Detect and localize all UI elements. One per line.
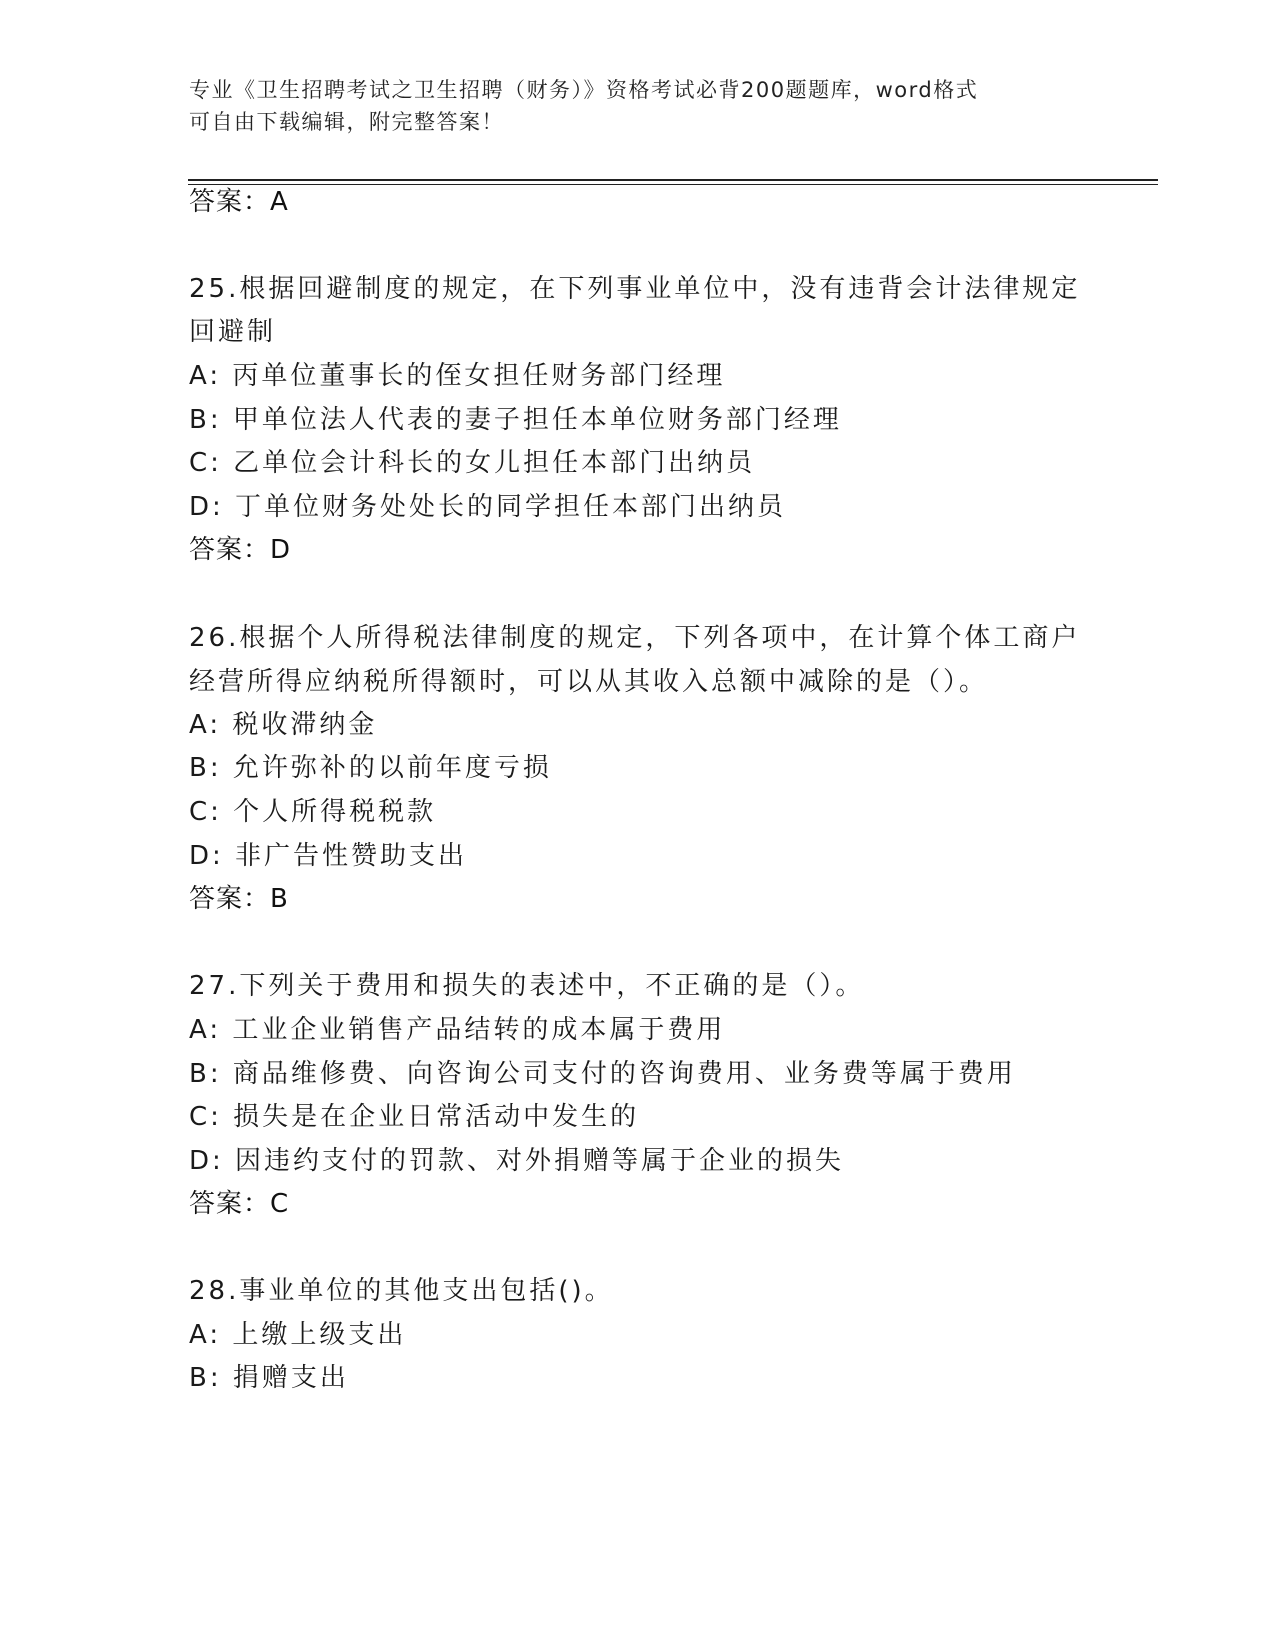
question-25-stem-line-2: 回避制: [189, 317, 277, 347]
question-26-option-a: A: 税收滞纳金: [189, 710, 378, 740]
question-25-answer: 答案：D: [189, 535, 292, 565]
question-28-option-a: A: 上缴上级支出: [189, 1320, 407, 1350]
question-27-answer: 答案：C: [189, 1189, 290, 1219]
document-header: [189, 74, 1089, 138]
question-25-stem-line-1: 25.根据回避制度的规定，在下列事业单位中，没有违背会计法律规定: [189, 274, 1081, 304]
question-27-option-d: D: 因违约支付的罚款、对外捐赠等属于企业的损失: [189, 1146, 845, 1176]
question-26-option-c: C: 个人所得税税款: [189, 797, 437, 827]
header-line-1: 专业《卫生招聘考试之卫生招聘（财务）》资格考试必背200题题库，word格式: [189, 78, 979, 102]
header-divider-thick: [188, 179, 1158, 181]
question-25-option-d: D: 丁单位财务处处长的同学担任本部门出纳员: [189, 492, 787, 522]
question-26-answer: 答案：B: [189, 884, 289, 914]
question-25-option-b: B: 甲单位法人代表的妻子担任本单位财务部门经理: [189, 405, 842, 435]
header-divider-thin: [188, 184, 1158, 185]
question-26-option-d: D: 非广告性赞助支出: [189, 841, 468, 871]
question-27-option-c: C: 损失是在企业日常活动中发生的: [189, 1102, 640, 1132]
question-27-option-b: B: 商品维修费、向咨询公司支付的咨询费用、业务费等属于费用: [189, 1059, 1016, 1089]
question-26-option-b: B: 允许弥补的以前年度亏损: [189, 753, 552, 783]
question-27-option-a: A: 工业企业销售产品结转的成本属于费用: [189, 1015, 726, 1045]
question-25-option-c: C: 乙单位会计科长的女儿担任本部门出纳员: [189, 448, 756, 478]
question-26-stem-line-2: 经营所得应纳税所得额时，可以从其收入总额中减除的是（）。: [189, 667, 989, 697]
question-27-stem-line-1: 27.下列关于费用和损失的表述中，不正确的是（）。: [189, 971, 865, 1001]
question-25-option-a: A: 丙单位董事长的侄女担任财务部门经理: [189, 361, 726, 391]
question-28-stem-line-1: 28.事业单位的其他支出包括()。: [189, 1276, 614, 1306]
answer-previous: 答案：A: [189, 187, 289, 217]
question-28-option-b: B: 捐赠支出: [189, 1363, 349, 1393]
header-line-2: 可自由下载编辑，附完整答案！: [189, 110, 504, 134]
question-26-stem-line-1: 26.根据个人所得税法律制度的规定，下列各项中，在计算个体工商户: [189, 623, 1081, 653]
